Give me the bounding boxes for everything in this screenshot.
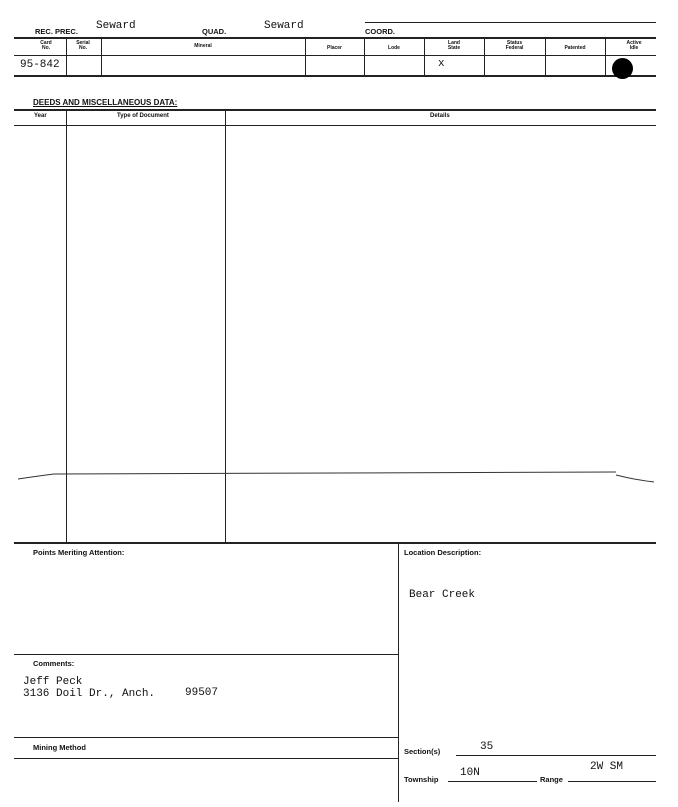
col-active-idle: Active Idle	[626, 40, 642, 51]
deeds-col-details: Details	[430, 113, 450, 119]
col-serial-no: Serial No.	[76, 40, 90, 51]
township-label: Township	[404, 775, 439, 784]
section-value: 35	[480, 741, 494, 753]
active-status-dot	[612, 58, 633, 79]
land-state-mark: x	[438, 58, 445, 70]
lower-divider	[398, 544, 399, 802]
claims-col-divider	[305, 39, 306, 75]
deeds-bottom-rule	[14, 542, 656, 544]
section-field-line	[456, 755, 656, 756]
comments-line1: Jeff Peck	[23, 676, 83, 688]
col-card-no: Card No.	[40, 40, 52, 51]
claims-col-divider	[66, 39, 67, 75]
township-field-line	[448, 781, 537, 782]
deeds-title: DEEDS AND MISCELLANEOUS DATA:	[33, 98, 178, 107]
header-line-bottom	[14, 37, 656, 39]
deeds-col-type: Type of Document	[117, 113, 169, 119]
rec-prec-label: REC. PREC.	[35, 27, 78, 36]
mining-rule	[14, 737, 398, 738]
comments-zip: 99507	[185, 687, 219, 699]
deeds-col-year: Year	[34, 113, 47, 119]
header-line-top	[365, 22, 656, 23]
coord-label: COORD.	[365, 27, 395, 36]
card-no-value: 95-842	[20, 59, 60, 71]
quad-value: Seward	[264, 20, 304, 32]
rec-prec-value: Seward	[96, 20, 136, 32]
comments-rule	[14, 654, 398, 655]
deeds-top-rule	[14, 109, 656, 111]
col-patented: Patented	[564, 45, 586, 51]
claims-col-divider	[364, 39, 365, 75]
section-label: Section(s)	[404, 747, 441, 756]
col-land-state: Land State	[447, 40, 461, 51]
col-lode: Lode	[388, 45, 400, 51]
quad-label: QUAD.	[202, 27, 227, 36]
claims-header-rule	[14, 55, 656, 56]
claims-bottom-rule	[14, 75, 656, 77]
location-label: Location Description:	[404, 548, 482, 557]
deeds-midline	[0, 462, 678, 492]
mining-label: Mining Method	[33, 743, 86, 752]
deeds-header-rule	[14, 125, 656, 126]
range-label: Range	[540, 775, 563, 784]
comments-line2: 3136 Doil Dr., Anch.	[23, 688, 156, 700]
claims-col-divider	[605, 39, 606, 75]
col-status-federal: Status Federal	[505, 40, 524, 51]
location-value: Bear Creek	[409, 589, 476, 601]
points-label: Points Meriting Attention:	[33, 548, 125, 557]
range-value: 2W SM	[590, 761, 624, 773]
col-mineral: Mineral	[194, 43, 212, 49]
range-field-line	[568, 781, 656, 782]
claims-col-divider	[545, 39, 546, 75]
township-value: 10N	[460, 767, 480, 779]
col-placer: Placer	[326, 45, 342, 51]
mining-underline	[14, 758, 398, 759]
comments-label: Comments:	[33, 659, 75, 668]
